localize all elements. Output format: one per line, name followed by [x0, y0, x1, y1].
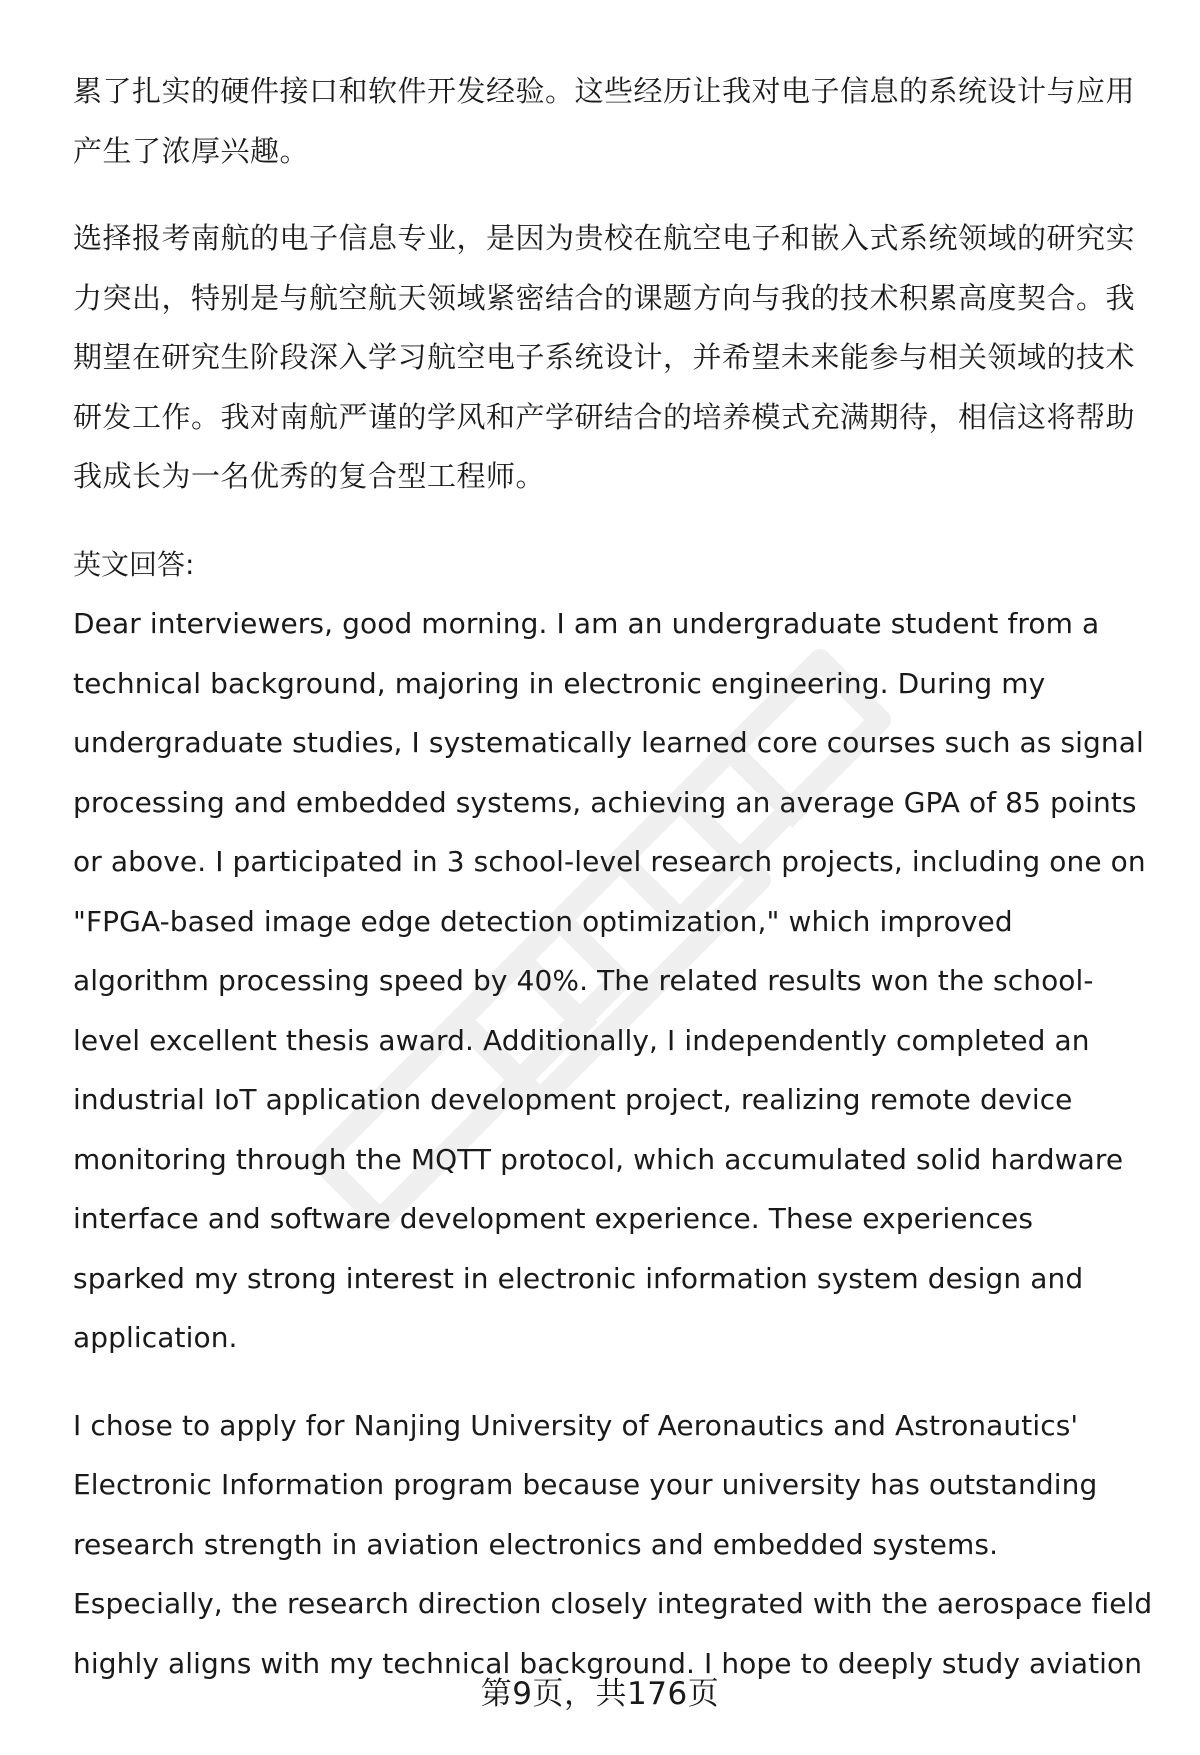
- document-page: [73, 62, 1153, 1721]
- english-answer-label: 英文回答:: [73, 547, 195, 581]
- chinese-paragraph-2: 选择报考南航的电子信息专业，是因为贵校在航空电子和嵌入式系统领域的研究实力突出，特别是与航空航天领域紧密结合的课题方向与我的技术积累高度契合。我期望在研究生阶段深入学习航空电子系统设计，并希望未来能参与相关领域的技术研发工作。我对南航严谨的学风和产学研结合的培养模式充满期待，相信这将帮助我成长为一名优秀的复合型工程师。: [73, 221, 1136, 493]
- english-paragraph-2: I chose to apply for Nanjing University of Aeronautics and Astronautics' Electronic Information program because your university has outstanding research strength in aviation electronics and embedded systems. Especially, the research direction closely integrated with the aerospace field highly aligns with my technical background. I hope to deeply study aviation: [73, 1408, 1153, 1680]
- page-footer: 第9页，共176页: [480, 1676, 720, 1712]
- chinese-paragraph-1: 累了扎实的硬件接口和软件开发经验。这些经历让我对电子信息的系统设计与应用产生了浓厚兴趣。: [73, 74, 1136, 168]
- english-paragraph-1: Dear interviewers, good morning. I am an undergraduate student from a technical background, majoring in electronic engineering. During my undergraduate studies, I systematically learned core courses such as signal processing and embedded systems, achieving an average GPA of 85 points or above. I participated in 3 school-level research projects, including one on "FPGA-based image edge detection optimization," which improved algorithm processing speed by 40%. The related results won the school-level excellent thesis award. Additionally, I independently completed an industrial IoT application development project, realizing remote device monitoring through the MQTT protocol, which accumulated solid hardware interface and software development experience. These experiences sparked my strong interest in electronic information system design and application.: [73, 607, 1146, 1354]
